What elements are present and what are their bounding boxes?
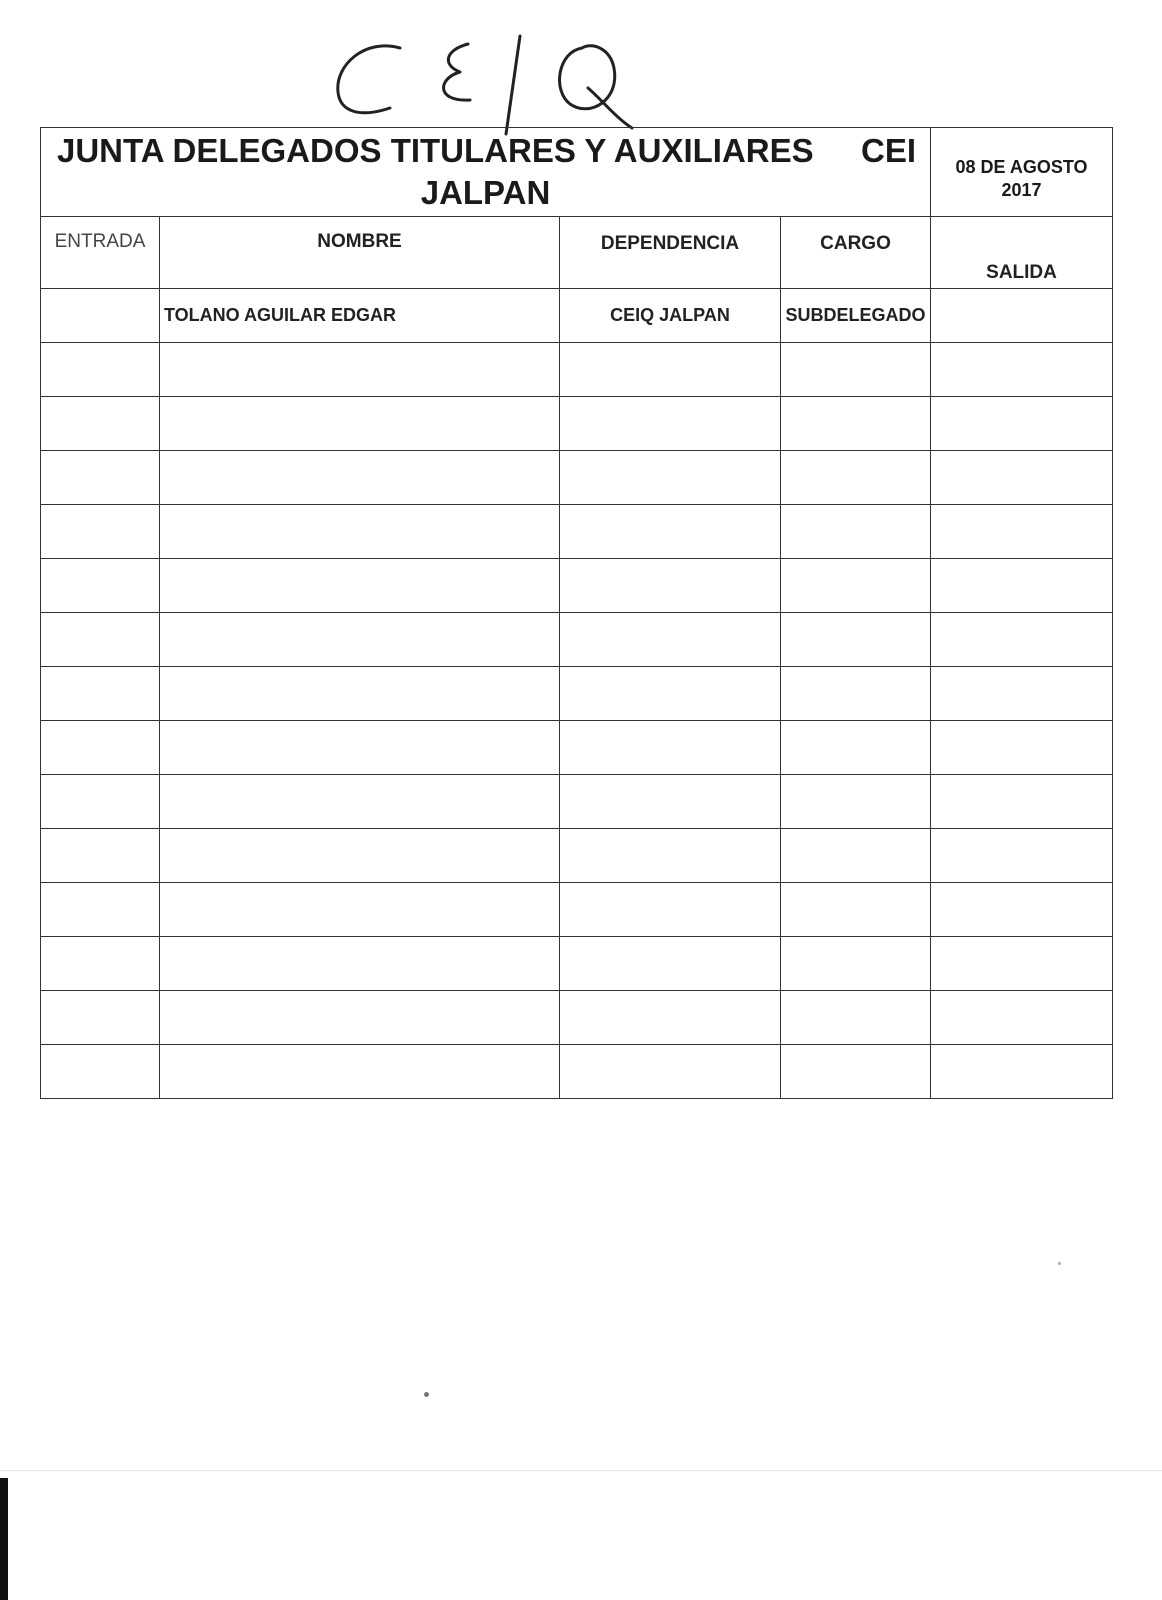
cell-dependencia: [560, 559, 781, 613]
cell-salida: [931, 451, 1113, 505]
cell-cargo: [781, 451, 931, 505]
cell-dependencia: [560, 667, 781, 721]
cell-salida: [931, 397, 1113, 451]
cell-nombre: [160, 721, 560, 775]
cell-cargo: [781, 883, 931, 937]
col-header-nombre: NOMBRE: [160, 217, 560, 289]
cell-salida: [931, 505, 1113, 559]
table-row: [41, 883, 1113, 937]
cell-nombre: [160, 505, 560, 559]
scan-edge-shadow: [0, 1478, 8, 1600]
cell-dependencia: CEIQ JALPAN: [560, 289, 781, 343]
cell-entrada: [41, 343, 160, 397]
table-row: [41, 775, 1113, 829]
cell-dependencia: [560, 829, 781, 883]
cell-salida: [931, 343, 1113, 397]
cell-cargo: [781, 505, 931, 559]
cell-entrada: [41, 991, 160, 1045]
cell-cargo: [781, 721, 931, 775]
cell-cargo: [781, 559, 931, 613]
cell-entrada: [41, 721, 160, 775]
table-title: [41, 128, 931, 217]
table-row: [41, 505, 1113, 559]
col-header-cargo: CARGO: [781, 217, 931, 289]
cell-cargo: [781, 397, 931, 451]
cell-entrada: [41, 775, 160, 829]
table-row: [41, 559, 1113, 613]
table-row: [41, 289, 1113, 343]
cell-nombre: [160, 883, 560, 937]
cell-dependencia: [560, 937, 781, 991]
table-row: [41, 397, 1113, 451]
date-day-month: 08 DE AGOSTO: [955, 157, 1088, 177]
cell-dependencia: [560, 775, 781, 829]
column-header-row: [41, 217, 1113, 289]
cell-dependencia: [560, 1045, 781, 1099]
cell-dependencia: [560, 991, 781, 1045]
title-location: JALPAN: [420, 174, 551, 211]
scan-speck: [1058, 1262, 1061, 1265]
cell-entrada: [41, 667, 160, 721]
col-header-salida: SALIDA: [931, 217, 1113, 289]
cell-salida: [931, 613, 1113, 667]
cell-salida: [931, 1045, 1113, 1099]
cell-salida: [931, 667, 1113, 721]
title-row: [41, 128, 1113, 217]
cell-nombre: [160, 397, 560, 451]
col-header-entrada: ENTRADA: [41, 217, 160, 289]
cell-nombre: [160, 667, 560, 721]
cell-entrada: [41, 883, 160, 937]
table-row: [41, 451, 1113, 505]
cell-dependencia: [560, 451, 781, 505]
cell-cargo: [781, 991, 931, 1045]
cell-cargo: SUBDELEGADO: [781, 289, 931, 343]
cell-dependencia: [560, 343, 781, 397]
cell-nombre: [160, 991, 560, 1045]
cell-salida: [931, 775, 1113, 829]
cell-cargo: [781, 829, 931, 883]
table-row: [41, 613, 1113, 667]
cell-dependencia: [560, 505, 781, 559]
meeting-date: [931, 128, 1113, 217]
cell-nombre: [160, 343, 560, 397]
title-cei: CEI: [861, 132, 917, 169]
cell-salida: [931, 991, 1113, 1045]
cell-nombre: TOLANO AGUILAR EDGAR: [160, 289, 560, 343]
cell-nombre: [160, 1045, 560, 1099]
cell-nombre: [160, 559, 560, 613]
cell-entrada: [41, 289, 160, 343]
cell-cargo: [781, 775, 931, 829]
cell-cargo: [781, 343, 931, 397]
cell-entrada: [41, 829, 160, 883]
table-row: [41, 667, 1113, 721]
cell-salida: [931, 937, 1113, 991]
page-edge-line: [0, 1470, 1162, 1471]
cell-dependencia: [560, 883, 781, 937]
cell-salida: [931, 829, 1113, 883]
handwritten-note: [320, 30, 660, 140]
attendance-table: [40, 127, 1113, 1099]
cell-nombre: [160, 451, 560, 505]
cell-entrada: [41, 937, 160, 991]
table-row: [41, 721, 1113, 775]
cell-salida: [931, 721, 1113, 775]
cell-entrada: [41, 505, 160, 559]
table-row: [41, 343, 1113, 397]
cell-entrada: [41, 397, 160, 451]
cell-nombre: [160, 937, 560, 991]
cell-cargo: [781, 1045, 931, 1099]
cell-dependencia: [560, 613, 781, 667]
cell-dependencia: [560, 721, 781, 775]
cell-salida: [931, 289, 1113, 343]
table-row: [41, 991, 1113, 1045]
cell-salida: [931, 883, 1113, 937]
cell-nombre: [160, 829, 560, 883]
cell-nombre: [160, 775, 560, 829]
table-row: [41, 829, 1113, 883]
cell-dependencia: [560, 397, 781, 451]
cell-entrada: [41, 451, 160, 505]
cell-entrada: [41, 559, 160, 613]
title-main: JUNTA DELEGADOS TITULARES Y AUXILIARES: [57, 132, 814, 169]
table-row: [41, 1045, 1113, 1099]
date-year: 2017: [1001, 180, 1042, 200]
cell-cargo: [781, 613, 931, 667]
cell-salida: [931, 559, 1113, 613]
cell-cargo: [781, 937, 931, 991]
cell-nombre: [160, 613, 560, 667]
col-header-dependencia: DEPENDENCIA: [560, 217, 781, 289]
cell-cargo: [781, 667, 931, 721]
scan-speck: [424, 1392, 429, 1397]
cell-entrada: [41, 613, 160, 667]
table-row: [41, 937, 1113, 991]
cell-entrada: [41, 1045, 160, 1099]
